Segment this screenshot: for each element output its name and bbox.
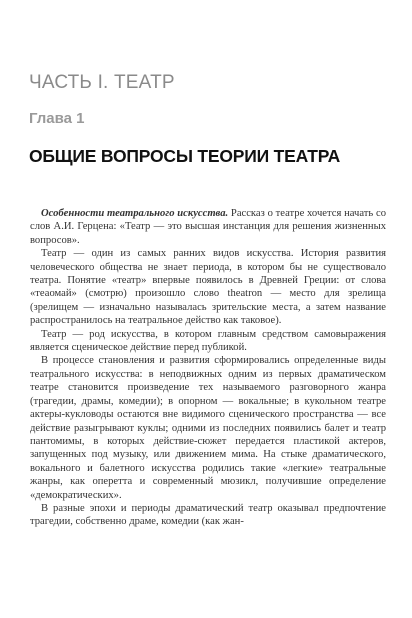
paragraph-4: В процессе становления и развития сформировались определенные виды театрального искусства: в неподвижных одним из первых драматическом театре становится произведение тех называемого разговорного жанра (трагедии, драмы, комедии); в опорном — вокальные; в кукольном театре актеры-кукловоды остаются вне видимого сценического пространства — все действие разыгрывают куклы; одними из последних появились балет и театр пантомимы, в которых действие-сюжет передается пластикой актеров, запущенных под музыку, или движением мима. На стыке драматического, вокального и балетного искусства родились такие «легкие» театральные жанры, как оперетта и современный мюзикл, получившие определение «демократических». (30, 355, 386, 501)
paragraph-1-text: Рассказ о театре хочется начать со слов А.И. Герцена: «Театр — это высшая инстанция для решения жизненных вопросов». (30, 208, 386, 246)
part-title: ЧАСТЬ I. ТЕАТР (29, 72, 175, 93)
chapter-title: ОБЩИЕ ВОПРОСЫ ТЕОРИИ ТЕАТРА (29, 146, 341, 166)
paragraph-5: В разные эпохи и периоды драматический театр оказывал предпочтение трагедии, собственно драме, комедии (как жан- (30, 502, 386, 528)
paragraph-3: Театр — род искусства, в котором главным средством самовыражения является сценическое действие перед публикой. (30, 328, 386, 354)
section-lead: Особенности театрального искусства. (41, 208, 229, 219)
body-text (30, 207, 386, 529)
paragraph-1 (30, 207, 386, 247)
paragraph-2: Театр — один из самых ранних видов искусства. История развития человеческого общества не знает периода, в котором бы не существовало театра. Понятие «театр» впервые появилось в Древней Греции: от слова «теаомай» (смотрю) произошло слово theatron — место для зрелища (зрелищем — изначально называлась зрительские места, а затем название распространилось на театральное действо как таковое). (30, 248, 386, 327)
chapter-label: Глава 1 (29, 110, 85, 127)
